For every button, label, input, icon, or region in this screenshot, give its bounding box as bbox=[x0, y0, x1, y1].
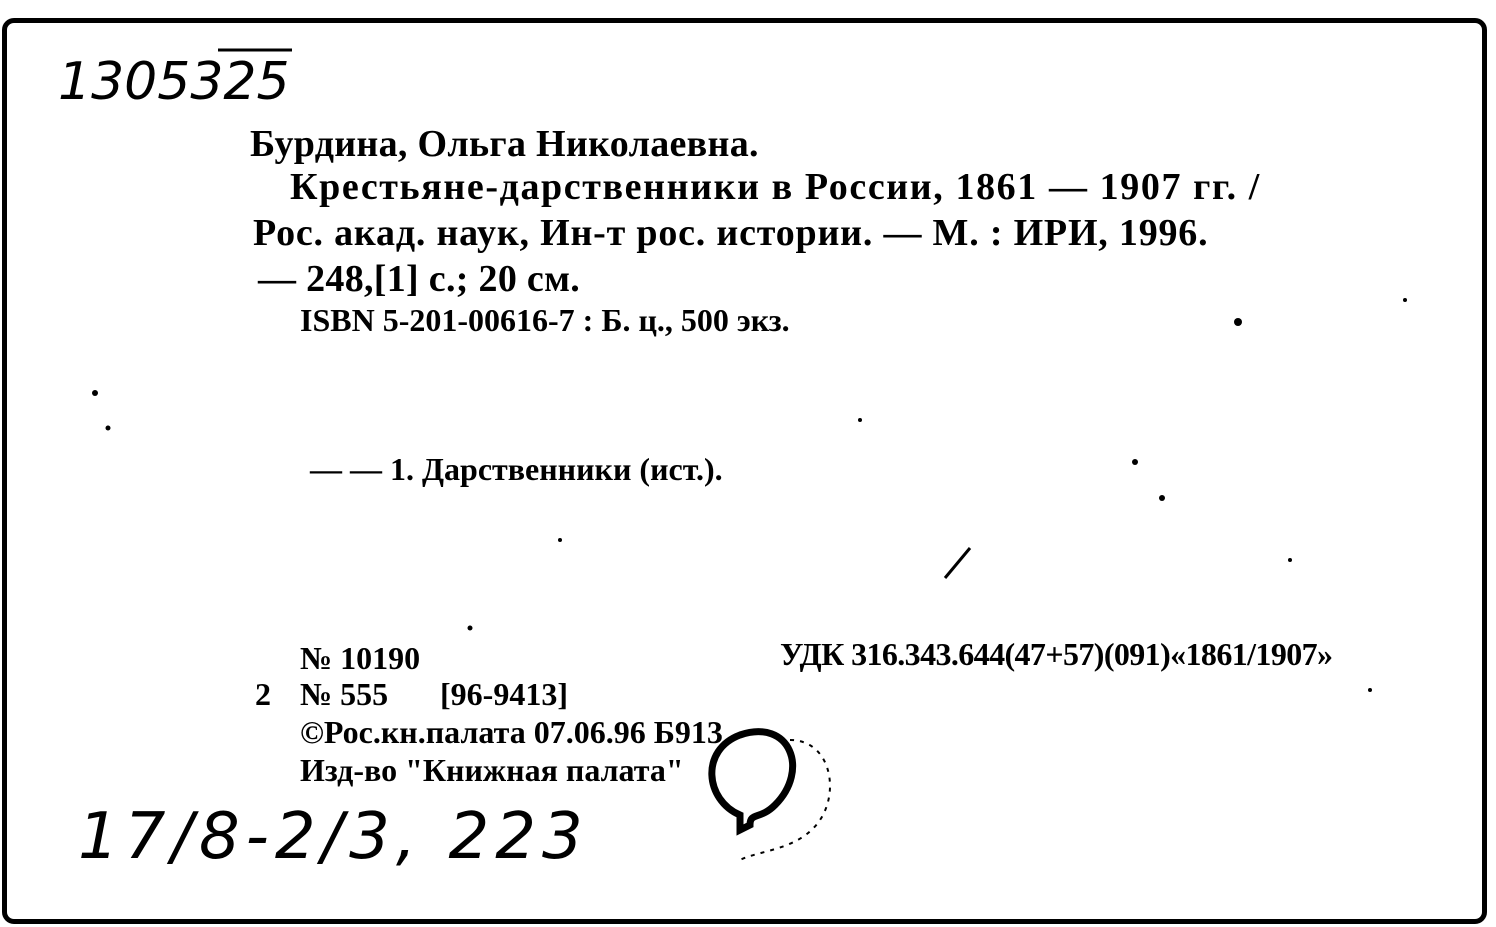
isbn-line: ISBN 5-201-00616-7 : Б. ц., 500 экз. bbox=[300, 302, 790, 338]
title-line-3: — 248,[1] с.; 20 см. bbox=[258, 258, 581, 300]
speckles bbox=[92, 298, 1407, 692]
shelf-mark: 17/8-2/3, 223 bbox=[78, 800, 589, 874]
title-line-2: Рос. акад. наук, Ин-т рос. истории. — М. : ИРИ, 1996. bbox=[253, 212, 1209, 254]
title-line-1: Крестьяне-дарственники в России, 1861 — 1907 гг. / bbox=[290, 166, 1261, 208]
inventory-number: 1305325 bbox=[58, 52, 290, 112]
publisher-line: Изд-во "Книжная палата" bbox=[300, 752, 684, 788]
book-chamber-line: ©Рос.кн.палата 07.06.96 Б913 bbox=[300, 714, 723, 750]
stamp-rim bbox=[740, 740, 830, 860]
copy-digit: 2 bbox=[255, 676, 271, 712]
author-line: Бурдина, Ольга Николаевна. bbox=[250, 123, 759, 165]
pen-stroke bbox=[945, 548, 970, 578]
registration-number: № 10190 bbox=[300, 640, 421, 676]
order-number: № 555 bbox=[300, 676, 389, 712]
subject-heading: — — 1. Дарственники (ист.). bbox=[310, 451, 723, 487]
order-code: [96-9413] bbox=[440, 676, 568, 712]
stamp-mark bbox=[712, 732, 793, 830]
udk-code: УДК 316.343.644(47+57)(091)«1861/1907» bbox=[780, 636, 1333, 672]
